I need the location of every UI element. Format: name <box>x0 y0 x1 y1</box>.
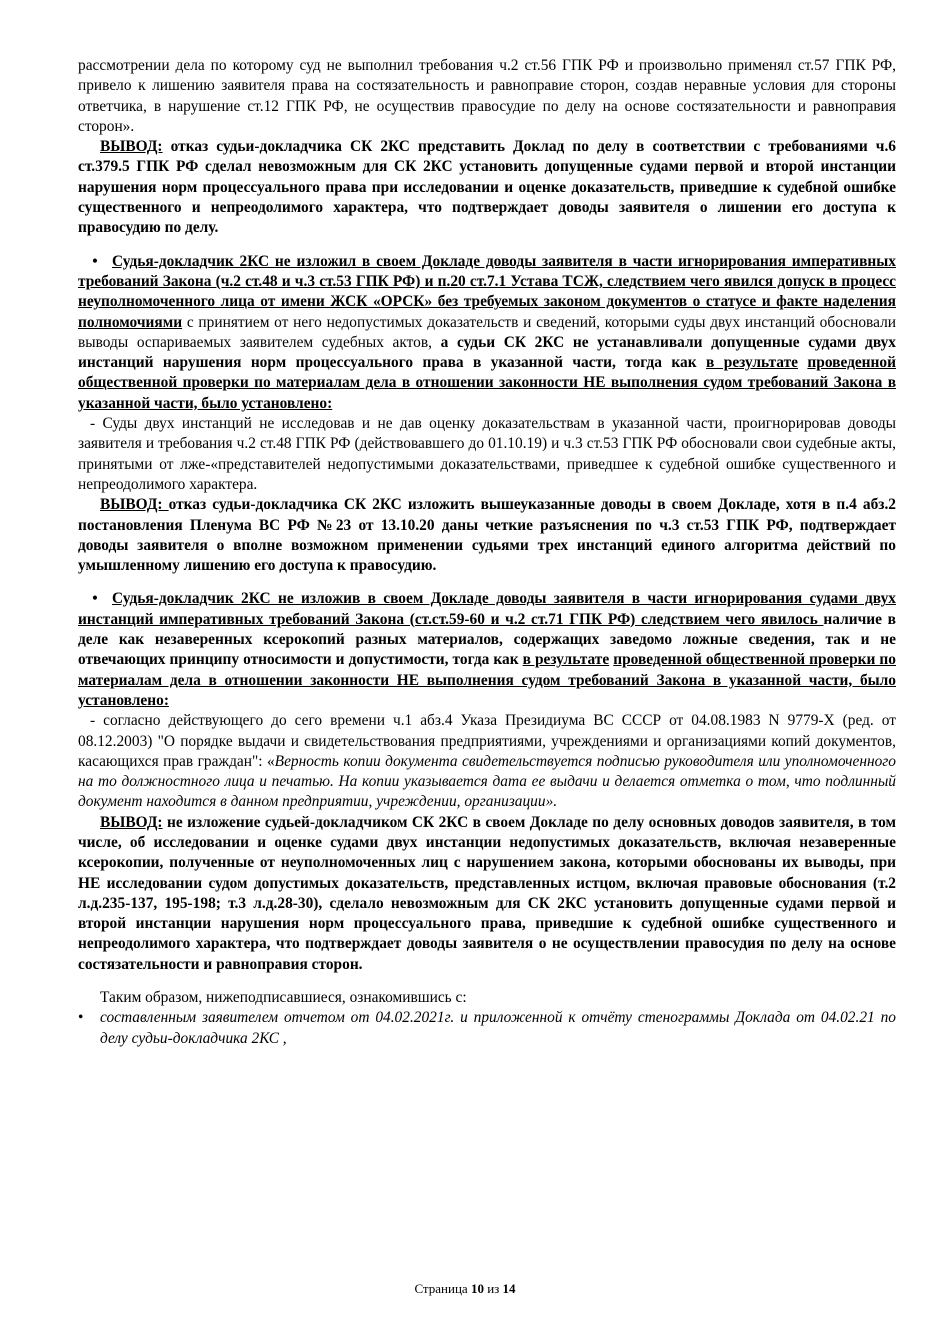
conclusion-1-text: отказ судьи-докладчика СК 2КС представить Доклад по делу в соответствии с требованиями ч.6 ст.379.5 ГПК РФ сделал невозможным для СК 2КС установить допущенные судами первой и второй инстанции нарушения норм процессуального права при исследовании и оценке доказательств, приведшие к судебной ошибке существенного и непреодолимого характера, что подтверждает доводы заявителя о лишении его доступа к правосудию по делу. <box>78 138 896 237</box>
bullet-2-result: в результате <box>522 651 610 669</box>
detail-2-normal: - согласно действующего до сего времени ч.1 абз.4 Указа Президиума ВС СССР от 04.08.1983 N 9779-X (ред. от 08.12.2003) "О порядке выдачи и свидетельствования предприятиями, учреждениями и организациями копий документов, касающихся прав граждан": « <box>78 712 896 770</box>
closing-bullet-text: составленным заявителем отчетом от 04.02.2021г. и приложенной к отчёту стенограммы Доклада от 04.02.21 по делу судьи-докладчика 2КС , <box>100 1009 896 1047</box>
detail-2-quote: Верность копии документа свидетельствуется подписью руководителя или уполномоченного на то должностного лица и печатью. На копии указывается дата ее выдачи и делается отметка о том, что подлинный документ находится в данном предприятии, учреждении, организации <box>78 752 896 811</box>
detail-1-text: - Суды двух инстанций не исследовав и не дав оценку доказательствам в указанной части, проигнорировав доводы заявителя и требования ч.2 ст.48 ГПК РФ (действовавшего до 01.10.19) и ч.3 ст.53 ГПК РФ обосновали свои судебные акты, принятыми от лже-«представителей недопустимыми доказательствами, приведшее к судебной ошибке существенного и непреодолимого характера. <box>78 415 896 493</box>
conclusion-label: ВЫВОД: <box>100 138 163 156</box>
detail-1 <box>78 414 896 495</box>
bullet-1-space <box>798 354 807 371</box>
footer-of: из <box>483 1281 503 1296</box>
closing-text: Таким образом, нижеподписавшиеся, ознакомившись с: <box>100 989 467 1007</box>
conclusion-2-label: ВЫВОД: <box>100 496 169 514</box>
paragraph-intro-text: рассмотрении дела по которому суд не выполнил требования ч.2 ст.56 ГПК РФ и произвольно применял ст.57 ГПК РФ, привело к лишению заявителя права на состязательность и равноправие сторон, создав неравные условия для стороны ответчика, в нарушение ст.12 ГПК РФ, не осуществив правосудие по делу на основе состязательности и равноправия сторон». <box>78 57 896 135</box>
bullet-1-underlined: Судья-докладчик 2КС не изложил в своем Докладе доводы заявителя в части игнорирования императивных требований Закона (ч.2 ст.48 и ч.3 ст.53 ГПК РФ) и п.20 ст.7.1 Устава ТСЖ, следствием чего явился допуск в процесс неуполномоченного лица от имени ЖСК «ОРСК» без требуемых законом документов о статусе и факте наделения полномочиями <box>78 252 896 331</box>
page-footer <box>0 1281 930 1297</box>
bullet-1-tail: проведенной общественной проверки по материалам дела в отношении законности НЕ выполнения судом требований Закона в указанной части, было установлено: <box>78 354 896 412</box>
bullet-2-bold: наличие в деле как незаверенных ксерокопий разных материалов, содержащих заведомо ложные сведения, так и не отвечающих принципу относимости и допустимости, тогда как <box>78 610 896 669</box>
conclusion-3-text: не изложение судьей-докладчиком СК 2КС в своем Докладе по делу основных доводов заявителя, в том числе, об исследовании и оценке судами двух инстанции недопустимых доказательств, включая незаверенные ксерокопии, полученные от неуполномоченных лиц с нарушением закона, которыми обоснованы их выводы, при НЕ исследовании судом допустимых доказательств, представленных истцом, включая правовые обоснования (т.2 л.д.235-137, 195-198; т.3 л.д.28-30), сделало невозможным для СК 2КС установить допущенные судами первой и второй инстанции нарушения норм процессуального права, приведшие к судебной ошибке существенного и непреодолимого характера, что подтверждает доводы заявителя о не осуществлении правосудия по делу на основе состязательности и равноправия сторон. <box>78 813 896 973</box>
bullet-2-underlined: Судья-докладчик 2КС не изложив в своем Докладе доводы заявителя в части игнорирования судами двух инстанций императивных требований Закона (ст.ст.59-60 и ч.2 ст.71 ГПК РФ) следствием чего явилось <box>78 590 896 628</box>
detail-2 <box>78 711 896 812</box>
footer-prefix: Страница <box>414 1281 471 1296</box>
document-page <box>78 56 896 1049</box>
paragraph-intro <box>78 56 896 137</box>
footer-page-number: 10 <box>470 1281 484 1296</box>
bullet-1 <box>78 252 896 414</box>
bullet-2 <box>78 589 896 711</box>
conclusion-2-text: отказ судьи-докладчика СК 2КС изложить вышеуказанные доводы в своем Докладе, хотя в п.4 абз.2 постановления Пленума ВС РФ №23 от 13.10.20 даны четкие разъяснения по ч.3 ст.53 ГПК РФ, подтверждает доводы заявителя о вполне возможном применении судьями трех инстанций единого алгоритма действий по умышленному лишению его доступа к правосудию. <box>78 496 896 575</box>
conclusion-1 <box>78 137 896 238</box>
bullet-icon: • <box>92 590 98 608</box>
bullet-2-tail: проведенной общественной проверки по материалам дела в отношении законности НЕ выполнения судом требований Закона в указанной части, было установлено: <box>78 651 896 709</box>
conclusion-3-label: ВЫВОД: <box>100 813 163 831</box>
footer-total-pages: 14 <box>502 1281 516 1296</box>
bullet-icon: • <box>92 252 98 270</box>
closing-bullet <box>78 1008 896 1049</box>
bullet-1-result: в результате <box>706 354 798 372</box>
conclusion-3 <box>78 813 896 975</box>
detail-2-quote-end: ». <box>545 793 558 811</box>
closing-paragraph <box>78 988 896 1008</box>
bullet-1-bold: а судьи СК 2КС не устанавливали допущенные судами двух инстанций нарушения норм процессуального права в указанной части, тогда как <box>78 333 896 372</box>
bullet-icon: • <box>78 1009 84 1027</box>
conclusion-2 <box>78 495 896 576</box>
bullet-1-normal: с принятием от него недопустимых доказательств и сведений, которыми суды двух инстанций обосновали выводы оспариваемых заявителем судебных актов, <box>78 313 896 351</box>
